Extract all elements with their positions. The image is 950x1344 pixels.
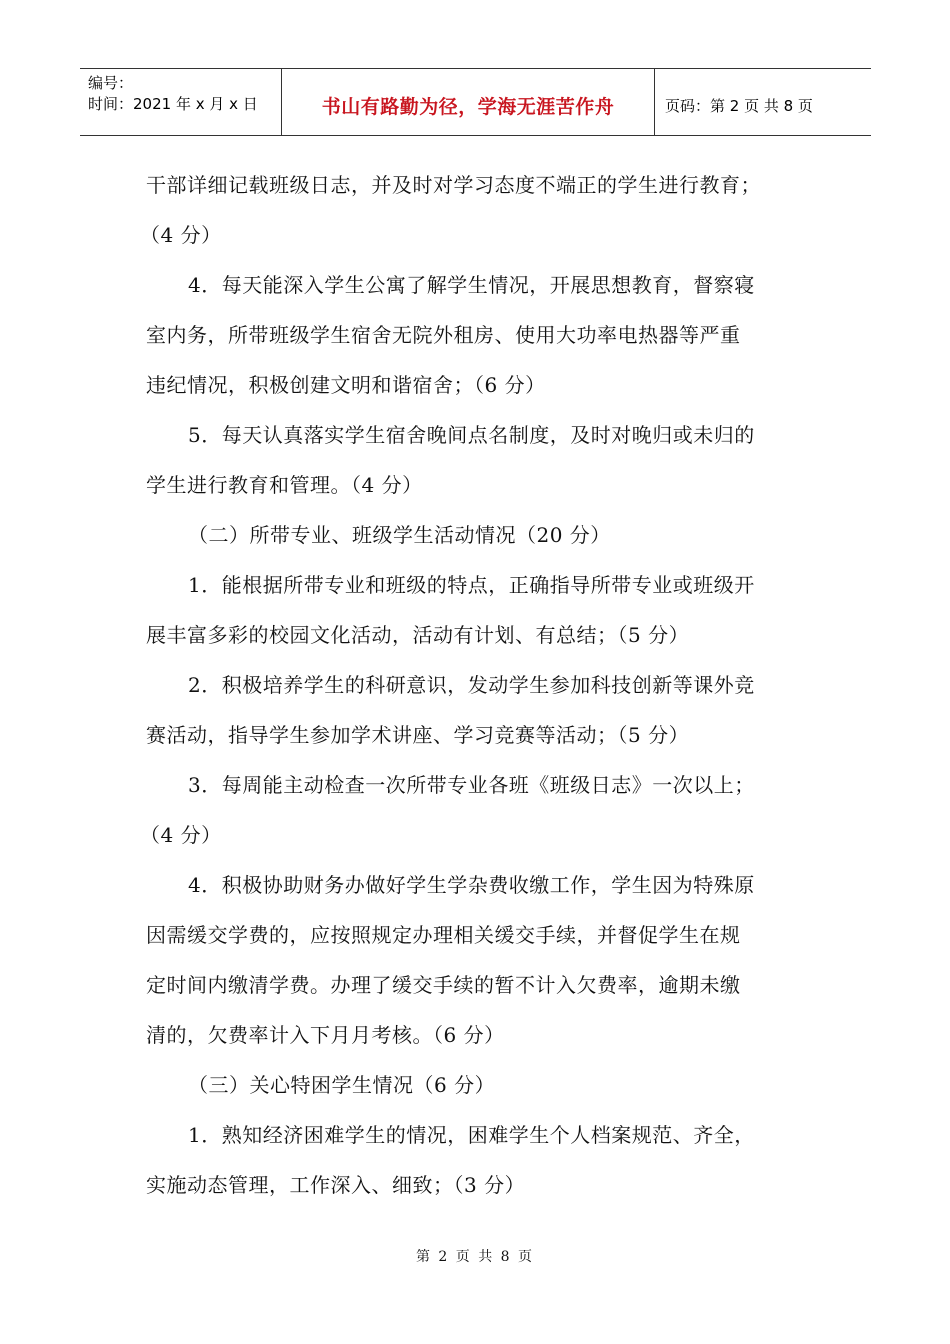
body-line: 室内务，所带班级学生宿舍无院外租房、使用大功率电热器等严重 — [146, 323, 741, 347]
document-time-label: 时间：2021 年 x 月 x 日 — [88, 95, 258, 113]
footer-page-number: 第 2 页 共 8 页 — [415, 1249, 535, 1265]
section-heading: （二）所带专业、班级学生活动情况（20 分） — [188, 523, 611, 547]
body-line: 2．积极培养学生的科研意识，发动学生参加科技创新等课外竞 — [188, 673, 755, 697]
body-line: 因需缓交学费的，应按照规定办理相关缓交手续，并督促学生在规 — [146, 923, 741, 947]
body-line: 5．每天认真落实学生宿舍晚间点名制度，及时对晚归或未归的 — [188, 423, 755, 447]
body-line: 干部详细记载班级日志，并及时对学习态度不端正的学生进行教育； — [146, 173, 761, 197]
body-line: 4．积极协助财务办做好学生学杂费收缴工作，学生因为特殊原 — [188, 873, 755, 897]
body-line: 展丰富多彩的校园文化活动，活动有计划、有总结；（5 分） — [146, 623, 690, 647]
header-motto-cell — [282, 69, 655, 135]
body-line: 定时间内缴清学费。办理了缓交手续的暂不计入欠费率，逾期未缴 — [146, 973, 741, 997]
body-line: 违纪情况，积极创建文明和谐宿舍；（6 分） — [146, 373, 546, 397]
page-footer — [0, 1246, 950, 1266]
body-line: 3．每周能主动检查一次所带专业各班《班级日志》一次以上； — [188, 773, 755, 797]
document-number-label: 编号： — [88, 74, 134, 92]
header-motto: 书山有路勤为径，学海无涯苦作舟 — [321, 95, 615, 118]
header-page-cell — [655, 69, 871, 135]
body-line: （4 分） — [140, 223, 222, 247]
body-line: 1．熟知经济困难学生的情况，困难学生个人档案规范、齐全， — [188, 1123, 755, 1147]
body-line: 赛活动，指导学生参加学术讲座、学习竞赛等活动；（5 分） — [146, 723, 690, 747]
body-line: （4 分） — [140, 823, 222, 847]
body-line: 清的，欠费率计入下月月考核。（6 分） — [146, 1023, 505, 1047]
body-line: 实施动态管理，工作深入、细致；（3 分） — [146, 1173, 526, 1197]
header-info-cell — [80, 69, 282, 135]
body-line: 学生进行教育和管理。（4 分） — [146, 473, 423, 497]
body-line: 4．每天能深入学生公寓了解学生情况，开展思想教育，督察寝 — [188, 273, 755, 297]
page-header — [80, 68, 871, 136]
body-line: 1．能根据所带专业和班级的特点，正确指导所带专业或班级开 — [188, 573, 755, 597]
header-page-number: 页码：第 2 页 共 8 页 — [665, 96, 813, 115]
section-heading: （三）关心特困学生情况（6 分） — [188, 1073, 496, 1097]
document-body — [140, 160, 806, 1210]
